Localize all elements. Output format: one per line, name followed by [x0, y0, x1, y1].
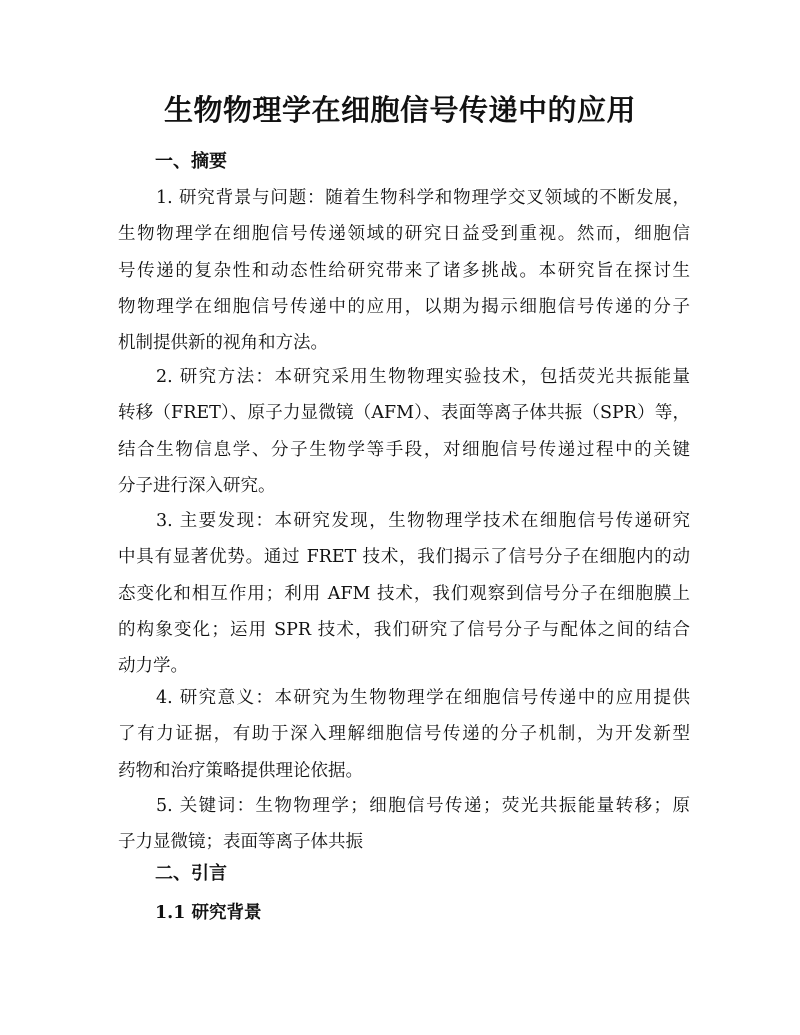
paragraph-line: 5. 关键词：生物物理学；细胞信号传递；荧光共振能量转移；原: [156, 796, 690, 816]
paragraph-keywords: [118, 788, 690, 861]
paragraph-line: 了有力证据，有助于深入理解细胞信号传递的分子机制，为开发新型: [118, 724, 690, 745]
paragraph-findings: [118, 503, 690, 684]
paragraph-line: 子力显微镜；表面等离子体共振: [118, 832, 363, 853]
paragraph-line: 分子进行深入研究。: [118, 475, 276, 496]
paragraph-line: 动力学。: [118, 656, 188, 677]
paragraph-line: 3. 主要发现：本研究发现，生物物理学技术在细胞信号传递研究: [156, 511, 690, 531]
paragraph-background: [118, 180, 690, 361]
paragraph-line: 号传递的复杂性和动态性给研究带来了诸多挑战。本研究旨在探讨生: [118, 260, 690, 281]
subsection-heading-background: 1.1 研究背景: [155, 903, 262, 923]
paragraph-line: 药物和治疗策略提供理论依据。: [118, 760, 363, 781]
paragraph-line: 物物理学在细胞信号传递中的应用，以期为揭示细胞信号传递的分子: [118, 296, 690, 317]
paragraph-line: 机制提供新的视角和方法。: [118, 333, 328, 354]
document-title: 生物物理学在细胞信号传递中的应用: [163, 93, 636, 127]
section-heading-introduction: 二、引言: [155, 863, 227, 884]
paragraph-methods: [118, 359, 690, 504]
paragraph-line: 的构象变化；运用 SPR 技术，我们研究了信号分子与配体之间的结合: [118, 619, 690, 640]
paragraph-line: 1. 研究背景与问题：随着生物科学和物理学交叉领域的不断发展，: [156, 188, 690, 208]
paragraph-line: 4. 研究意义：本研究为生物物理学在细胞信号传递中的应用提供: [156, 688, 690, 708]
paragraph-line: 2. 研究方法：本研究采用生物物理实验技术，包括荧光共振能量: [156, 367, 690, 387]
paragraph-line: 中具有显著优势。通过 FRET 技术，我们揭示了信号分子在细胞内的动: [118, 547, 690, 568]
paragraph-line: 态变化和相互作用；利用 AFM 技术，我们观察到信号分子在细胞膜上: [118, 583, 690, 604]
paragraph-line: 转移（FRET）、原子力显微镜（AFM）、表面等离子体共振（SPR）等，: [118, 403, 690, 424]
paragraph-line: 生物物理学在细胞信号传递领域的研究日益受到重视。然而，细胞信: [118, 224, 690, 245]
section-heading-abstract: 一、摘要: [155, 151, 227, 172]
paragraph-significance: [118, 680, 690, 789]
paragraph-line: 结合生物信息学、分子生物学等手段，对细胞信号传递过程中的关键: [118, 439, 690, 460]
